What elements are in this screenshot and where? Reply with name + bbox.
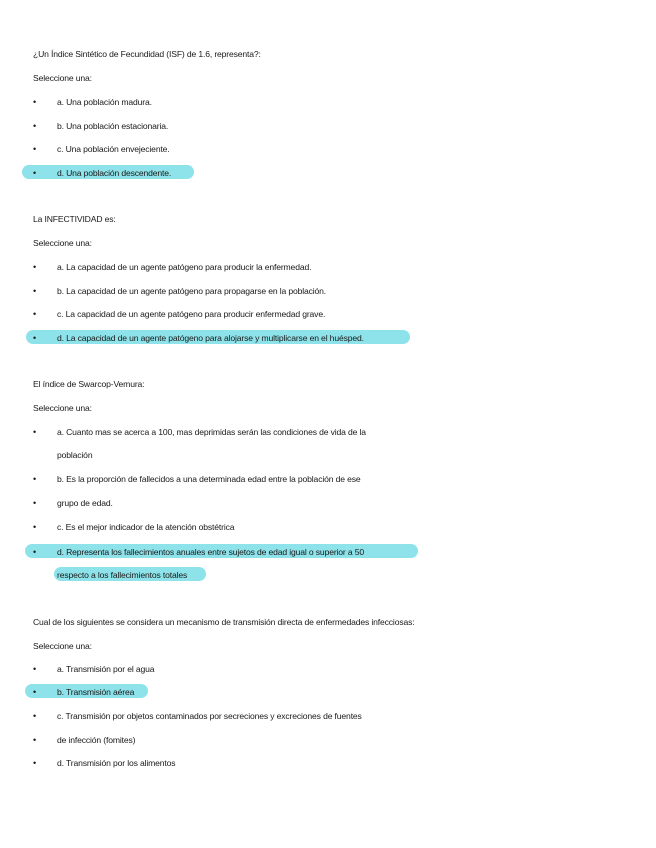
question-1-instruction: Seleccione una: <box>33 73 92 83</box>
question-3-option-d-continued[interactable]: respecto a los fallecimientos totales <box>57 570 188 580</box>
question-2-option-d[interactable]: d. La capacidad de un agente patógeno para alojarse y multiplicarse en el huésped. <box>57 333 364 343</box>
question-4-option-a[interactable]: a. Transmisión por el agua <box>57 664 155 674</box>
question-1-option-d[interactable]: d. Una población descendente. <box>57 168 172 178</box>
bullet: • <box>33 286 37 296</box>
question-2-option-b[interactable]: b. La capacidad de un agente patógeno para propagarse en la población. <box>57 286 327 296</box>
question-4-option-c[interactable]: c. Transmisión por objetos contaminados por secreciones y excreciones de fuentes <box>57 711 362 721</box>
bullet: • <box>33 758 37 768</box>
bullet: • <box>33 333 37 343</box>
question-2-option-a[interactable]: a. La capacidad de un agente patógeno para producir la enfermedad. <box>57 262 312 272</box>
question-2-instruction: Seleccione una: <box>33 238 92 248</box>
question-3-option-b[interactable]: b. Es la proporción de fallecidos a una determinada edad entre la población de ese <box>57 474 361 484</box>
question-4-prompt: Cual de los siguientes se considera un mecanismo de transmisión directa de enfermedades infecciosas: <box>33 617 415 627</box>
question-3-prompt: El índice de Swarcop-Vemura: <box>33 379 145 389</box>
question-3-option-b-continued[interactable]: grupo de edad. <box>57 498 113 508</box>
bullet: • <box>33 144 37 154</box>
bullet: • <box>33 522 37 532</box>
bullet: • <box>33 687 37 697</box>
bullet: • <box>33 711 37 721</box>
bullet: • <box>33 547 37 557</box>
bullet: • <box>33 735 37 745</box>
bullet: • <box>33 168 37 178</box>
question-3-option-a[interactable]: a. Cuanto mas se acerca a 100, mas deprimidas serán las condiciones de vida de la <box>57 427 366 437</box>
question-4-option-d[interactable]: d. Transmisión por los alimentos <box>57 758 176 768</box>
bullet: • <box>33 474 37 484</box>
bullet: • <box>33 97 37 107</box>
bullet: • <box>33 427 37 437</box>
bullet: • <box>33 664 37 674</box>
question-3-option-a-continued[interactable]: población <box>57 450 93 460</box>
question-1-option-b[interactable]: b. Una población estacionaria. <box>57 121 169 131</box>
bullet: • <box>33 498 37 508</box>
question-1-option-c[interactable]: c. Una población envejeciente. <box>57 144 170 154</box>
question-4-option-b[interactable]: b. Transmisión aérea <box>57 687 135 697</box>
bullet: • <box>33 262 37 272</box>
question-3-instruction: Seleccione una: <box>33 403 92 413</box>
question-2-prompt: La INFECTIVIDAD es: <box>33 214 116 224</box>
question-1-option-a[interactable]: a. Una población madura. <box>57 97 152 107</box>
question-4-option-c-continued[interactable]: de infección (fomites) <box>57 735 136 745</box>
question-1-prompt: ¿Un Índice Sintético de Fecundidad (ISF) de 1.6, representa?: <box>33 49 261 59</box>
question-4-instruction: Seleccione una: <box>33 641 92 651</box>
question-3-option-c[interactable]: c. Es el mejor indicador de la atención obstétrica <box>57 522 235 532</box>
bullet: • <box>33 121 37 131</box>
question-3-option-d[interactable]: d. Representa los fallecimientos anuales entre sujetos de edad igual o superior a 50 <box>57 547 365 557</box>
bullet: • <box>33 309 37 319</box>
question-2-option-c[interactable]: c. La capacidad de un agente patógeno para producir enfermedad grave. <box>57 309 326 319</box>
